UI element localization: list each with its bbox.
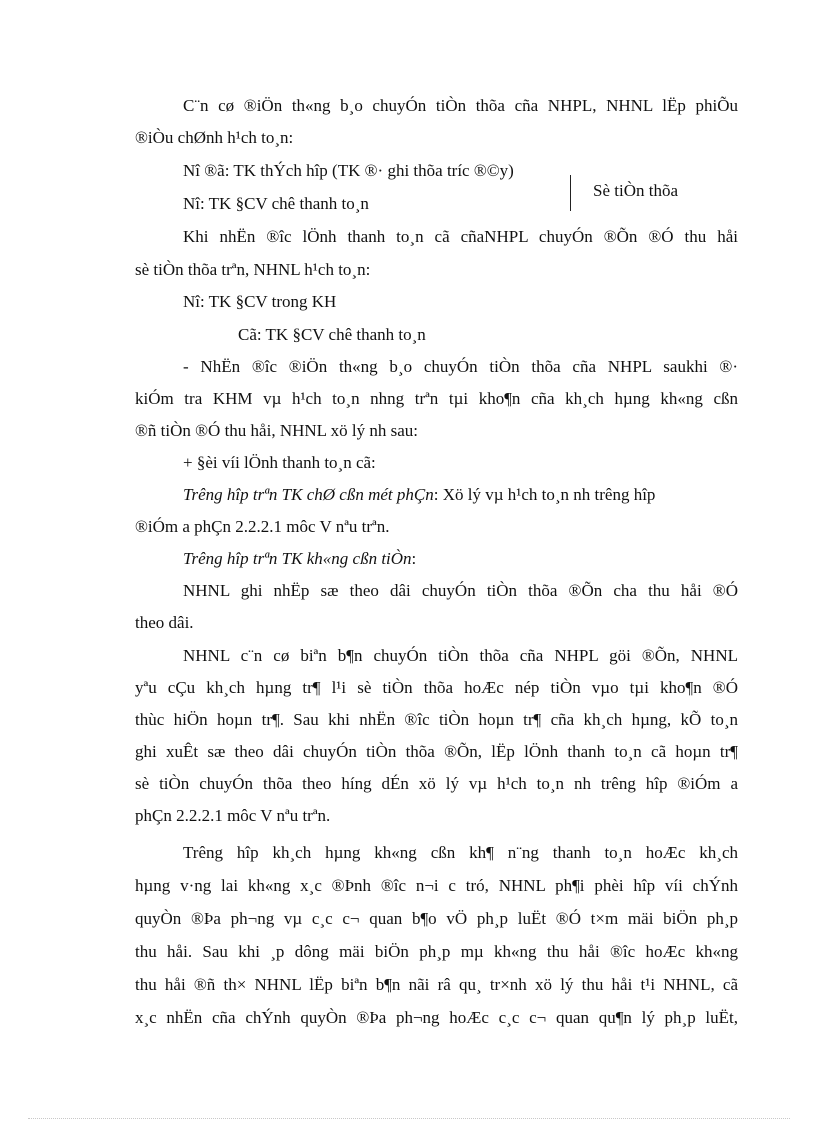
paragraph-line: Trêng hîp kh¸ch hµng kh«ng cßn kh¶ n¨ng thanh to¸n hoÆc kh¸ch: [183, 843, 738, 862]
case-colon: :: [411, 549, 417, 568]
paragraph-line: thu håi. Sau khi ¸p dông mäi biÖn ph¸p mµ kh«ng thu håi ®îc hoÆc kh«ng: [135, 942, 738, 961]
paragraph-line: yªu cÇu kh¸ch hµng tr¶ l¹i sè tiÒn thõa hoÆc nép tiÒn vµo tµi kho¶n ®Ó: [135, 678, 738, 697]
paragraph-line: phÇn 2.2.2.1 môc V nªu trªn.: [135, 806, 331, 825]
page-bottom-divider: [28, 1118, 790, 1119]
paragraph-line: NHNL c¨n cø biªn b¶n chuyÓn tiÒn thõa cña NHPL göi ®Õn, NHNL: [183, 646, 738, 665]
paragraph-line: quyÒn ®Þa ph¬ng vµ c¸c c¬ quan b¶o vÖ ph¸p luËt ®Ó t×m mäi biÖn ph¸p: [135, 909, 738, 928]
entry-debit: Nî: TK §CV trong KH: [183, 292, 337, 311]
paragraph-line: C¨n cø ®iÖn th«ng b¸o chuyÓn tiÒn thõa cña NHPL, NHNL lËp phiÕu: [183, 96, 738, 115]
paragraph-line: + §èi víi lÖnh thanh to¸n cã:: [183, 453, 376, 472]
paragraph-line: thu håi ®ñ th× NHNL lËp biªn b¶n nãi râ qu¸ tr×nh xö lý thu håi t¹i NHNL, cã: [135, 975, 738, 994]
paragraph-line: sè tiÒn thõa trªn, NHNL h¹ch to¸n:: [135, 260, 371, 279]
case-line: [183, 485, 655, 505]
paragraph-line: ghi xuÊt sæ theo dâi chuyÓn tiÒn thõa ®Õn, lËp lÖnh thanh to¸n cã hoµn tr¶: [135, 742, 738, 761]
paragraph-line: Khi nhËn ®îc lÖnh thanh to¸n cã cñaNHPL chuyÓn ®Õn ®Ó thu håi: [183, 227, 738, 246]
entry-credit: Nî: TK §CV chê thanh to¸n: [183, 194, 369, 213]
paragraph-line: kiÓm tra KHM vµ h¹ch to¸n nhng trªn tµi kho¶n cña kh¸ch hµng kh«ng cßn: [135, 389, 738, 408]
case-label: Trêng hîp trªn TK chØ cßn mét phÇn: [183, 485, 434, 504]
paragraph-line: ®iÓm a phÇn 2.2.2.1 môc V nªu trªn.: [135, 517, 390, 536]
paragraph-line: thùc hiÖn hoµn tr¶. Sau khi nhËn ®îc tiÒn hoµn tr¶ cña kh¸ch hµng, kÕ to¸n: [135, 710, 738, 729]
entry-note: Sè tiÒn thõa: [593, 181, 678, 200]
paragraph-line: NHNL ghi nhËp sæ theo dâi chuyÓn tiÒn thõa ®Õn cha thu håi ®Ó: [183, 581, 738, 600]
paragraph-line: hµng v·ng lai kh«ng x¸c ®Þnh ®îc n¬i c tró, NHNL ph¶i phèi hîp víi chÝnh: [135, 876, 738, 895]
entry-debit: Nî ®ã: TK thÝch hîp (TK ®· ghi thõa tríc ®©y): [183, 161, 514, 180]
paragraph-line: theo dâi.: [135, 613, 194, 632]
paragraph-line: ®ñ tiÒn ®Ó thu håi, NHNL xö lý nh sau:: [135, 421, 419, 440]
case-line: [183, 549, 416, 569]
paragraph-line: x¸c nhËn cña chÝnh quyÒn ®Þa ph¬ng hoÆc c¸c c¬ quan qu¶n lý ph¸p luËt,: [135, 1008, 738, 1027]
case-text: : Xö lý vµ h¹ch to¸n nh trêng hîp: [433, 485, 656, 504]
paragraph-line: ®iÒu chØnh h¹ch to¸n:: [135, 128, 294, 147]
paragraph-line: sè tiÒn chuyÓn thõa theo híng dÉn xö lý vµ h¹ch to¸n nh trêng hîp ®iÓm a: [135, 774, 738, 793]
entry-brace: [570, 175, 571, 211]
case-label: Trêng hîp trªn TK kh«ng cßn tiÒn: [183, 549, 412, 568]
entry-credit: Cã: TK §CV chê thanh to¸n: [238, 325, 426, 344]
paragraph-line: - NhËn ®îc ®iÖn th«ng b¸o chuyÓn tiÒn thõa cña NHPL saukhi ®·: [183, 357, 738, 376]
